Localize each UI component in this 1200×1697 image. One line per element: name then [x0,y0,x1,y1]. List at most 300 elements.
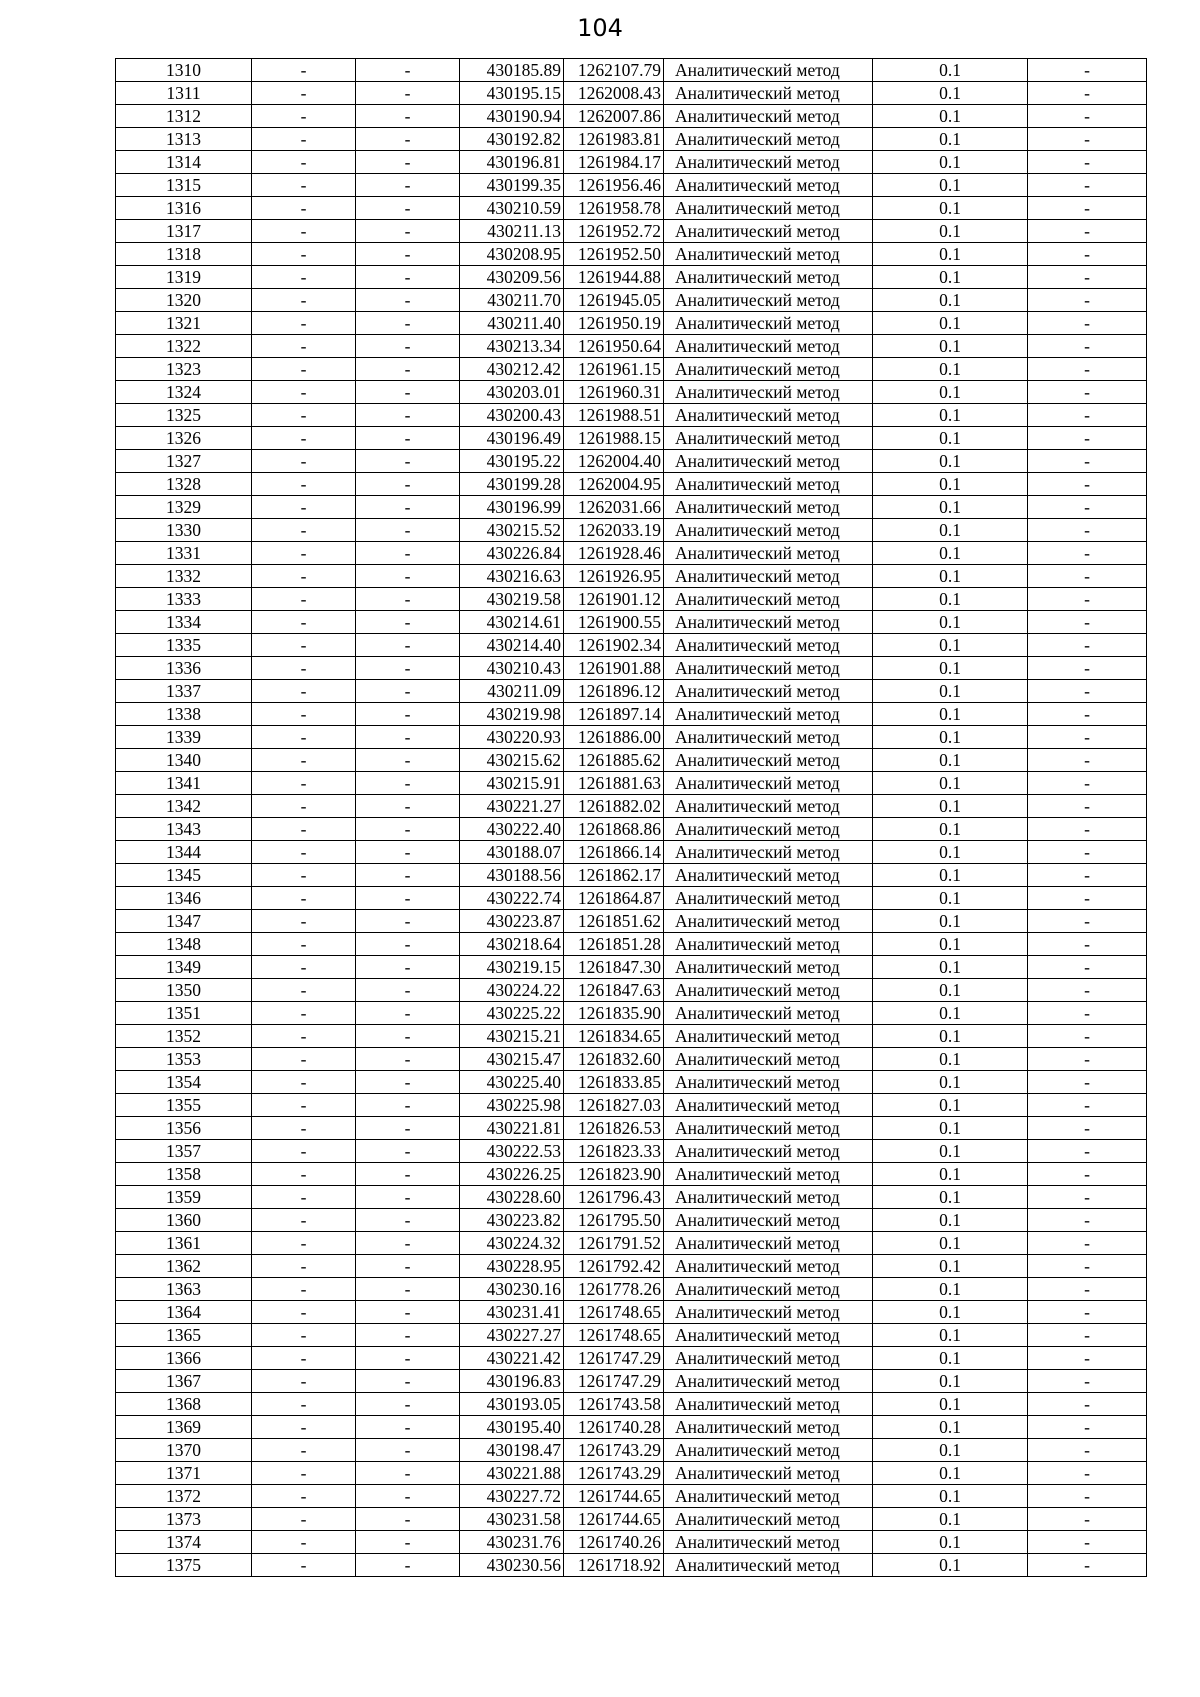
accuracy: 0.1 [873,1508,1028,1531]
point-number: 1324 [116,381,252,404]
method: Аналитический метод [664,59,873,82]
y-coordinate: 1261952.72 [564,220,664,243]
x-coordinate: 430214.40 [460,634,564,657]
accuracy: 0.1 [873,1002,1028,1025]
cell-empty-c: - [1028,381,1147,404]
method: Аналитический метод [664,749,873,772]
table-row [116,174,1147,197]
x-coordinate: 430215.21 [460,1025,564,1048]
method: Аналитический метод [664,335,873,358]
x-coordinate: 430227.27 [460,1324,564,1347]
cell-empty-b: - [356,1209,460,1232]
table-row [116,657,1147,680]
point-number: 1319 [116,266,252,289]
accuracy: 0.1 [873,266,1028,289]
accuracy: 0.1 [873,818,1028,841]
x-coordinate: 430215.52 [460,519,564,542]
cell-empty-a: - [252,82,356,105]
cell-empty-a: - [252,887,356,910]
cell-empty-c: - [1028,1094,1147,1117]
accuracy: 0.1 [873,289,1028,312]
cell-empty-c: - [1028,1232,1147,1255]
point-number: 1364 [116,1301,252,1324]
y-coordinate: 1261950.19 [564,312,664,335]
table-row [116,404,1147,427]
method: Аналитический метод [664,979,873,1002]
cell-empty-a: - [252,335,356,358]
y-coordinate: 1261791.52 [564,1232,664,1255]
x-coordinate: 430195.22 [460,450,564,473]
x-coordinate: 430231.58 [460,1508,564,1531]
cell-empty-c: - [1028,1439,1147,1462]
cell-empty-c: - [1028,220,1147,243]
x-coordinate: 430223.87 [460,910,564,933]
y-coordinate: 1261748.65 [564,1324,664,1347]
y-coordinate: 1261743.29 [564,1462,664,1485]
method: Аналитический метод [664,82,873,105]
accuracy: 0.1 [873,749,1028,772]
cell-empty-c: - [1028,1370,1147,1393]
point-number: 1350 [116,979,252,1002]
cell-empty-a: - [252,519,356,542]
table-row [116,565,1147,588]
y-coordinate: 1261885.62 [564,749,664,772]
cell-empty-a: - [252,289,356,312]
cell-empty-b: - [356,1347,460,1370]
accuracy: 0.1 [873,1324,1028,1347]
cell-empty-a: - [252,542,356,565]
cell-empty-a: - [252,1485,356,1508]
cell-empty-c: - [1028,565,1147,588]
point-number: 1342 [116,795,252,818]
table-row [116,1278,1147,1301]
x-coordinate: 430200.43 [460,404,564,427]
cell-empty-b: - [356,1554,460,1577]
cell-empty-c: - [1028,1508,1147,1531]
y-coordinate: 1261823.33 [564,1140,664,1163]
y-coordinate: 1261826.53 [564,1117,664,1140]
accuracy: 0.1 [873,381,1028,404]
table-body [116,59,1147,1577]
cell-empty-b: - [356,358,460,381]
x-coordinate: 430228.60 [460,1186,564,1209]
y-coordinate: 1261868.86 [564,818,664,841]
cell-empty-a: - [252,450,356,473]
x-coordinate: 430225.98 [460,1094,564,1117]
cell-empty-c: - [1028,1416,1147,1439]
accuracy: 0.1 [873,657,1028,680]
cell-empty-a: - [252,1140,356,1163]
cell-empty-c: - [1028,266,1147,289]
cell-empty-c: - [1028,1209,1147,1232]
cell-empty-c: - [1028,1462,1147,1485]
method: Аналитический метод [664,1209,873,1232]
cell-empty-b: - [356,1186,460,1209]
y-coordinate: 1261835.90 [564,1002,664,1025]
method: Аналитический метод [664,634,873,657]
cell-empty-a: - [252,243,356,266]
y-coordinate: 1261834.65 [564,1025,664,1048]
accuracy: 0.1 [873,404,1028,427]
method: Аналитический метод [664,910,873,933]
cell-empty-c: - [1028,128,1147,151]
point-number: 1337 [116,680,252,703]
table-row [116,864,1147,887]
accuracy: 0.1 [873,588,1028,611]
cell-empty-b: - [356,1071,460,1094]
cell-empty-b: - [356,266,460,289]
cell-empty-b: - [356,795,460,818]
cell-empty-c: - [1028,82,1147,105]
point-number: 1336 [116,657,252,680]
x-coordinate: 430196.99 [460,496,564,519]
point-number: 1339 [116,726,252,749]
x-coordinate: 430211.70 [460,289,564,312]
table-row [116,151,1147,174]
cell-empty-b: - [356,289,460,312]
cell-empty-b: - [356,496,460,519]
method: Аналитический метод [664,1324,873,1347]
cell-empty-b: - [356,1117,460,1140]
cell-empty-a: - [252,1531,356,1554]
table-row [116,933,1147,956]
accuracy: 0.1 [873,82,1028,105]
accuracy: 0.1 [873,979,1028,1002]
method: Аналитический метод [664,887,873,910]
table-row [116,105,1147,128]
x-coordinate: 430190.94 [460,105,564,128]
x-coordinate: 430219.98 [460,703,564,726]
y-coordinate: 1262004.40 [564,450,664,473]
table-row [116,427,1147,450]
method: Аналитический метод [664,1094,873,1117]
cell-empty-a: - [252,703,356,726]
x-coordinate: 430199.35 [460,174,564,197]
y-coordinate: 1261866.14 [564,841,664,864]
cell-empty-c: - [1028,703,1147,726]
accuracy: 0.1 [873,1393,1028,1416]
cell-empty-b: - [356,657,460,680]
cell-empty-c: - [1028,427,1147,450]
point-number: 1331 [116,542,252,565]
cell-empty-a: - [252,473,356,496]
cell-empty-c: - [1028,335,1147,358]
point-number: 1340 [116,749,252,772]
y-coordinate: 1261961.15 [564,358,664,381]
cell-empty-a: - [252,1002,356,1025]
x-coordinate: 430230.16 [460,1278,564,1301]
accuracy: 0.1 [873,197,1028,220]
method: Аналитический метод [664,220,873,243]
accuracy: 0.1 [873,243,1028,266]
cell-empty-a: - [252,1554,356,1577]
cell-empty-b: - [356,1439,460,1462]
point-number: 1318 [116,243,252,266]
accuracy: 0.1 [873,1485,1028,1508]
table-row [116,588,1147,611]
y-coordinate: 1261851.28 [564,933,664,956]
cell-empty-c: - [1028,749,1147,772]
cell-empty-b: - [356,1301,460,1324]
cell-empty-a: - [252,979,356,1002]
cell-empty-a: - [252,1071,356,1094]
method: Аналитический метод [664,312,873,335]
point-number: 1345 [116,864,252,887]
accuracy: 0.1 [873,1094,1028,1117]
cell-empty-b: - [356,726,460,749]
cell-empty-c: - [1028,1163,1147,1186]
y-coordinate: 1261743.58 [564,1393,664,1416]
cell-empty-b: - [356,128,460,151]
point-number: 1320 [116,289,252,312]
accuracy: 0.1 [873,1554,1028,1577]
point-number: 1316 [116,197,252,220]
cell-empty-c: - [1028,634,1147,657]
x-coordinate: 430224.22 [460,979,564,1002]
method: Аналитический метод [664,657,873,680]
table-row [116,59,1147,82]
cell-empty-b: - [356,979,460,1002]
cell-empty-b: - [356,565,460,588]
cell-empty-c: - [1028,910,1147,933]
x-coordinate: 430213.34 [460,335,564,358]
accuracy: 0.1 [873,1301,1028,1324]
point-number: 1363 [116,1278,252,1301]
table-row [116,887,1147,910]
cell-empty-a: - [252,1048,356,1071]
y-coordinate: 1261944.88 [564,266,664,289]
y-coordinate: 1261952.50 [564,243,664,266]
cell-empty-a: - [252,611,356,634]
cell-empty-a: - [252,404,356,427]
accuracy: 0.1 [873,450,1028,473]
x-coordinate: 430215.47 [460,1048,564,1071]
table-row [116,381,1147,404]
table-row [116,450,1147,473]
cell-empty-c: - [1028,680,1147,703]
method: Аналитический метод [664,450,873,473]
table-row [116,1462,1147,1485]
method: Аналитический метод [664,1140,873,1163]
table-row [116,1531,1147,1554]
method: Аналитический метод [664,1071,873,1094]
accuracy: 0.1 [873,1255,1028,1278]
method: Аналитический метод [664,151,873,174]
cell-empty-a: - [252,1324,356,1347]
point-number: 1322 [116,335,252,358]
accuracy: 0.1 [873,1416,1028,1439]
y-coordinate: 1261926.95 [564,565,664,588]
method: Аналитический метод [664,588,873,611]
cell-empty-b: - [356,82,460,105]
x-coordinate: 430209.56 [460,266,564,289]
table-row [116,1186,1147,1209]
cell-empty-b: - [356,1140,460,1163]
y-coordinate: 1261901.12 [564,588,664,611]
x-coordinate: 430215.62 [460,749,564,772]
point-number: 1367 [116,1370,252,1393]
cell-empty-c: - [1028,1554,1147,1577]
point-number: 1312 [116,105,252,128]
table-row [116,1370,1147,1393]
cell-empty-a: - [252,220,356,243]
y-coordinate: 1261740.26 [564,1531,664,1554]
x-coordinate: 430211.40 [460,312,564,335]
x-coordinate: 430185.89 [460,59,564,82]
y-coordinate: 1261862.17 [564,864,664,887]
cell-empty-c: - [1028,450,1147,473]
x-coordinate: 430208.95 [460,243,564,266]
x-coordinate: 430226.25 [460,1163,564,1186]
method: Аналитический метод [664,542,873,565]
y-coordinate: 1261886.00 [564,726,664,749]
cell-empty-a: - [252,841,356,864]
coordinates-table [115,58,1147,1577]
x-coordinate: 430196.81 [460,151,564,174]
table-row [116,1094,1147,1117]
y-coordinate: 1261983.81 [564,128,664,151]
x-coordinate: 430195.40 [460,1416,564,1439]
cell-empty-a: - [252,772,356,795]
method: Аналитический метод [664,956,873,979]
table-row [116,1232,1147,1255]
x-coordinate: 430220.93 [460,726,564,749]
y-coordinate: 1261881.63 [564,772,664,795]
method: Аналитический метод [664,105,873,128]
x-coordinate: 430196.49 [460,427,564,450]
method: Аналитический метод [664,427,873,450]
cell-empty-a: - [252,151,356,174]
x-coordinate: 430221.88 [460,1462,564,1485]
cell-empty-a: - [252,680,356,703]
x-coordinate: 430219.15 [460,956,564,979]
cell-empty-b: - [356,772,460,795]
y-coordinate: 1261900.55 [564,611,664,634]
x-coordinate: 430230.56 [460,1554,564,1577]
cell-empty-b: - [356,450,460,473]
point-number: 1329 [116,496,252,519]
cell-empty-c: - [1028,611,1147,634]
cell-empty-b: - [356,1393,460,1416]
cell-empty-b: - [356,1324,460,1347]
table-row [116,1347,1147,1370]
table-row [116,749,1147,772]
point-number: 1341 [116,772,252,795]
accuracy: 0.1 [873,1163,1028,1186]
table-row [116,1508,1147,1531]
accuracy: 0.1 [873,1232,1028,1255]
cell-empty-b: - [356,312,460,335]
y-coordinate: 1261796.43 [564,1186,664,1209]
cell-empty-c: - [1028,1324,1147,1347]
cell-empty-a: - [252,749,356,772]
cell-empty-a: - [252,1278,356,1301]
cell-empty-c: - [1028,1255,1147,1278]
method: Аналитический метод [664,795,873,818]
x-coordinate: 430224.32 [460,1232,564,1255]
accuracy: 0.1 [873,1071,1028,1094]
y-coordinate: 1261795.50 [564,1209,664,1232]
point-number: 1326 [116,427,252,450]
point-number: 1333 [116,588,252,611]
y-coordinate: 1262031.66 [564,496,664,519]
cell-empty-c: - [1028,473,1147,496]
cell-empty-b: - [356,243,460,266]
table-row [116,82,1147,105]
accuracy: 0.1 [873,1025,1028,1048]
cell-empty-a: - [252,59,356,82]
method: Аналитический метод [664,1002,873,1025]
accuracy: 0.1 [873,726,1028,749]
y-coordinate: 1261984.17 [564,151,664,174]
method: Аналитический метод [664,496,873,519]
accuracy: 0.1 [873,772,1028,795]
point-number: 1325 [116,404,252,427]
method: Аналитический метод [664,358,873,381]
cell-empty-a: - [252,1370,356,1393]
table-row [116,1002,1147,1025]
cell-empty-a: - [252,381,356,404]
accuracy: 0.1 [873,1278,1028,1301]
method: Аналитический метод [664,519,873,542]
cell-empty-c: - [1028,726,1147,749]
method: Аналитический метод [664,404,873,427]
x-coordinate: 430212.42 [460,358,564,381]
accuracy: 0.1 [873,933,1028,956]
x-coordinate: 430195.15 [460,82,564,105]
method: Аналитический метод [664,197,873,220]
accuracy: 0.1 [873,220,1028,243]
method: Аналитический метод [664,1462,873,1485]
table-row [116,335,1147,358]
method: Аналитический метод [664,1347,873,1370]
cell-empty-a: - [252,1416,356,1439]
table-row [116,910,1147,933]
x-coordinate: 430221.27 [460,795,564,818]
table-row [116,197,1147,220]
cell-empty-a: - [252,1393,356,1416]
x-coordinate: 430210.43 [460,657,564,680]
method: Аналитический метод [664,933,873,956]
cell-empty-b: - [356,910,460,933]
point-number: 1352 [116,1025,252,1048]
cell-empty-b: - [356,933,460,956]
point-number: 1317 [116,220,252,243]
accuracy: 0.1 [873,910,1028,933]
cell-empty-b: - [356,1048,460,1071]
accuracy: 0.1 [873,1347,1028,1370]
table-row [116,703,1147,726]
method: Аналитический метод [664,1393,873,1416]
table-row [116,1209,1147,1232]
cell-empty-a: - [252,1462,356,1485]
cell-empty-c: - [1028,795,1147,818]
table-row [116,243,1147,266]
accuracy: 0.1 [873,427,1028,450]
accuracy: 0.1 [873,1370,1028,1393]
cell-empty-c: - [1028,1117,1147,1140]
method: Аналитический метод [664,611,873,634]
cell-empty-b: - [356,1163,460,1186]
x-coordinate: 430228.95 [460,1255,564,1278]
cell-empty-a: - [252,818,356,841]
cell-empty-c: - [1028,1048,1147,1071]
cell-empty-b: - [356,427,460,450]
cell-empty-c: - [1028,1347,1147,1370]
method: Аналитический метод [664,1554,873,1577]
cell-empty-c: - [1028,864,1147,887]
cell-empty-c: - [1028,1002,1147,1025]
